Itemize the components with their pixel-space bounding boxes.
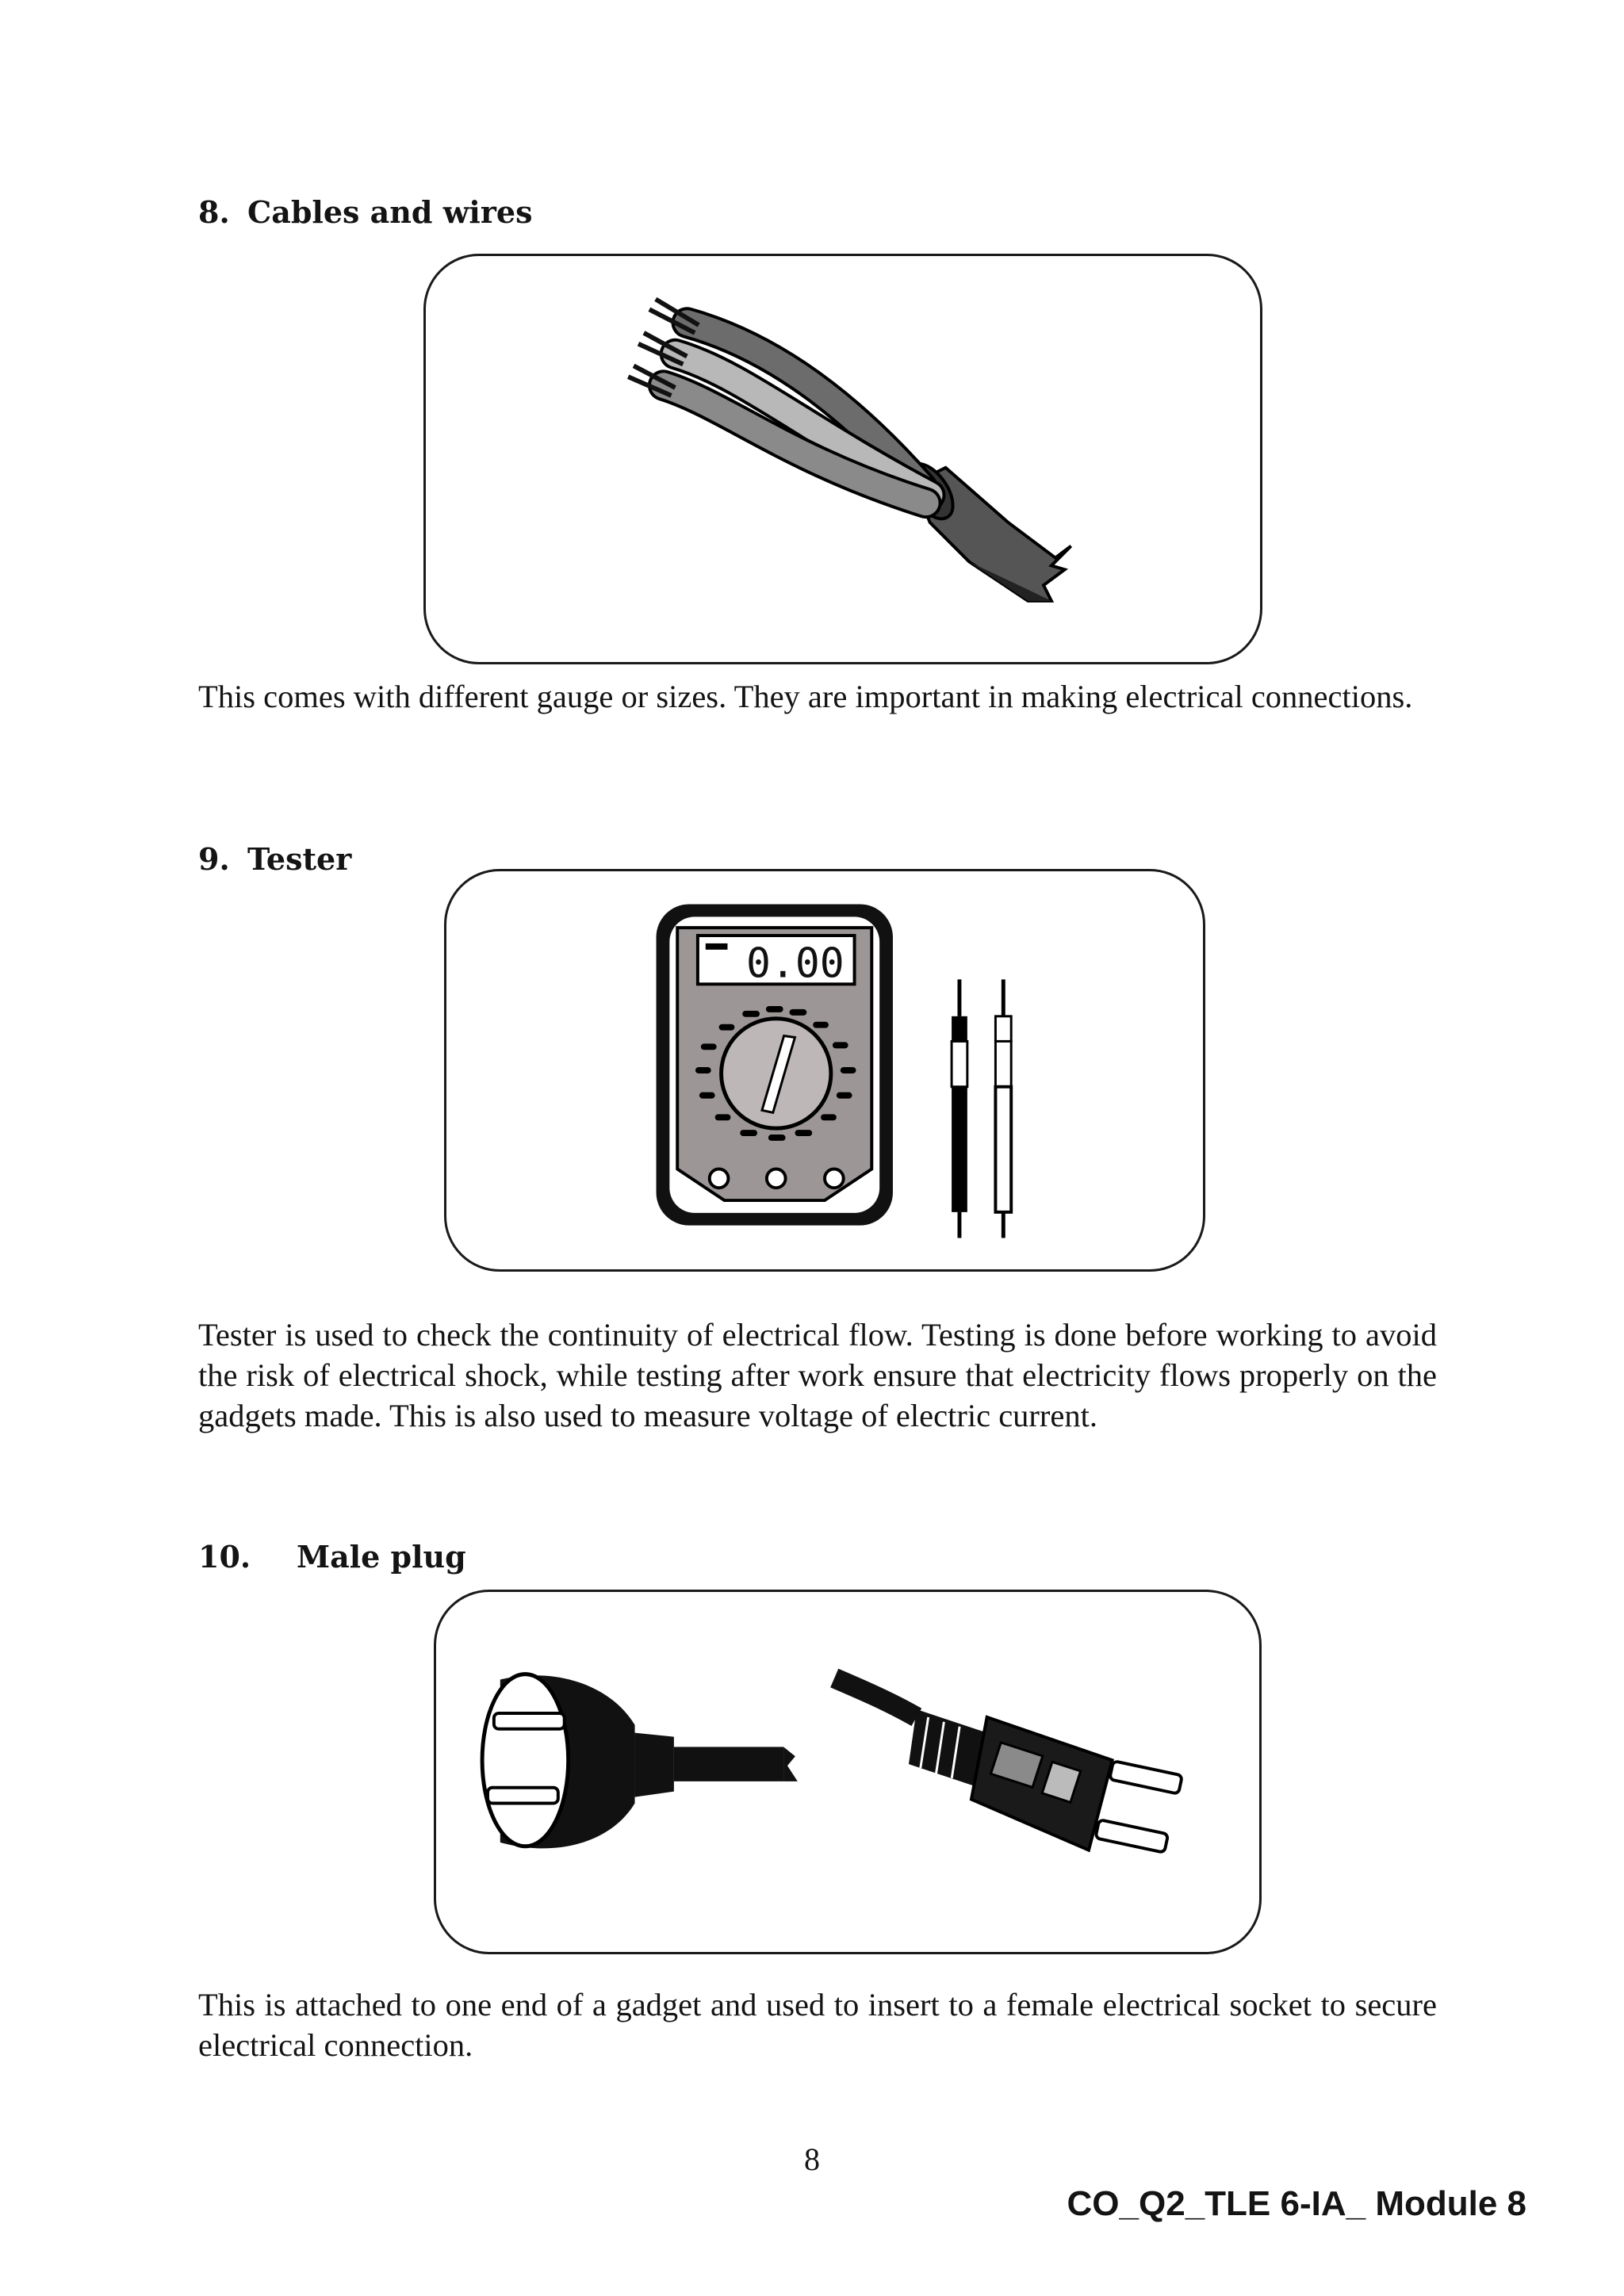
jack (710, 1169, 729, 1188)
male-plug-image-frame (434, 1590, 1262, 1954)
cables-and-wires-image-frame (423, 254, 1262, 664)
page-number: 8 (804, 2141, 820, 2177)
module-footer: CO_Q2_TLE 6-IA_ Module 8 (1067, 2184, 1526, 2223)
section-title: Male plug (297, 1539, 466, 1575)
tester-image-frame (444, 869, 1205, 1272)
display-reading: 0.00 (745, 939, 845, 988)
section-9-description: Tester is used to check the continuity of electrical flow. Testing is done before working to avoid the risk of electrical shock, while testing after work ensure that electricity flows properly on the gadgets made. This is also used to measure voltage of electric current. (198, 1317, 1437, 1433)
plug-us-style (834, 1678, 1182, 1853)
test-probe-white (995, 979, 1011, 1238)
section-title: Cables and wires (247, 194, 533, 230)
test-probe-black (952, 979, 967, 1238)
plug-flat-pins (482, 1674, 798, 1849)
multimeter-tester-illustration (446, 871, 1203, 1269)
jack (767, 1169, 786, 1188)
cables-and-wires-illustration (426, 256, 1260, 662)
section-8-description: This comes with different gauge or sizes. They are important in making electrical connections. (198, 679, 1413, 714)
section-number: 9. (198, 841, 230, 877)
section-8-heading (198, 194, 532, 230)
section-10-heading (198, 1539, 466, 1575)
section-10-description: This is attached to one end of a gadget and used to insert to a female electrical socket to secure electrical connection. (198, 1987, 1437, 2063)
section-number: 10. (198, 1539, 251, 1575)
male-plug-illustration (436, 1592, 1259, 1952)
section-number: 8. (198, 194, 230, 230)
section-title: Tester (247, 841, 352, 877)
jack (825, 1169, 844, 1188)
section-9-heading (198, 841, 351, 877)
